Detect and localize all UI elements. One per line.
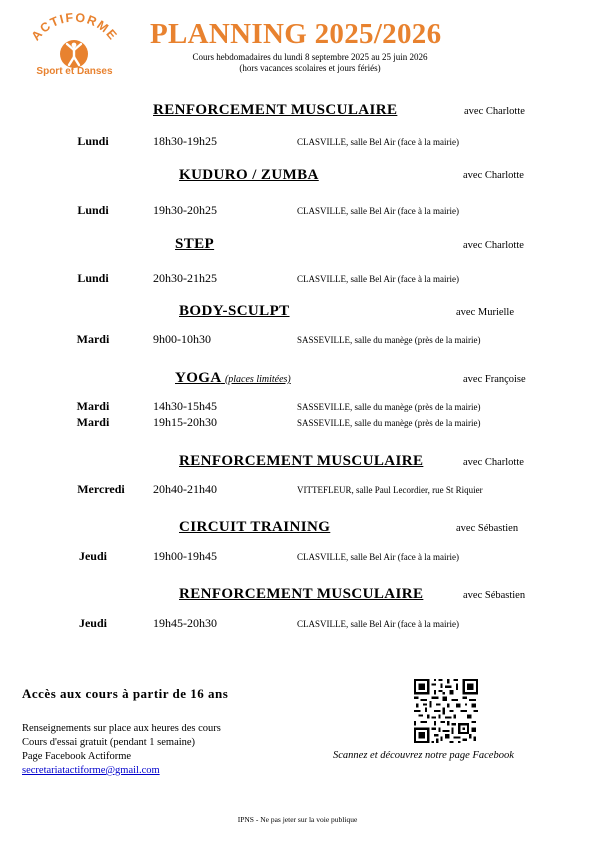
page-title: PLANNING 2025/2026: [150, 18, 442, 50]
course-instructor: avec Charlotte: [463, 240, 524, 251]
course-instructor: avec Françoise: [463, 374, 526, 385]
course-instructor: avec Charlotte: [464, 106, 525, 117]
session-place: CLASVILLE, salle Bel Air (face à la mairie): [297, 274, 459, 284]
info-line: Page Facebook Actiforme: [22, 751, 132, 762]
session-day: Lundi: [77, 271, 109, 285]
course-title: RENFORCEMENT MUSCULAIRE: [179, 453, 424, 469]
course-note: (places limitées): [224, 374, 291, 385]
scan-caption: Scannez et découvrez notre page Facebook: [333, 750, 514, 761]
footer-note: IPNS - Ne pas jeter sur la voie publique: [237, 815, 358, 824]
access-notice: Accès aux cours à partir de 16 ans: [22, 686, 229, 701]
session-place: SASSEVILLE, salle du manège (près de la mairie): [297, 402, 481, 412]
info-line: Cours d'essai gratuit (pendant 1 semaine): [22, 737, 196, 748]
session-place: CLASVILLE, salle Bel Air (face à la mairie): [297, 206, 459, 216]
session-time: 20h30-21h25: [153, 271, 217, 285]
session-time: 20h40-21h40: [153, 482, 217, 496]
course-title-text: YOGA: [175, 370, 221, 386]
session-time: 19h00-19h45: [153, 549, 217, 563]
svg-text:ACTIFORME: ACTIFORME: [28, 10, 121, 44]
session-time: 9h00-10h30: [153, 332, 211, 346]
session-day: Mardi: [76, 399, 110, 413]
session-time: 19h15-20h30: [153, 415, 217, 429]
course-title: RENFORCEMENT MUSCULAIRE: [179, 586, 424, 602]
page-subtitle-note: (hors vacances scolaires et jours fériés): [239, 63, 381, 73]
session-place: CLASVILLE, salle Bel Air (face à la mairie): [297, 619, 459, 629]
session-day: Lundi: [77, 203, 109, 217]
page-subtitle: Cours hebdomadaires du lundi 8 septembre 2025 au 25 juin 2026: [192, 52, 428, 62]
course-instructor: avec Sébastien: [456, 523, 519, 534]
course-title: BODY-SCULPT: [179, 303, 290, 319]
session-day: Jeudi: [78, 616, 107, 630]
session-day: Jeudi: [78, 549, 107, 563]
session-time: 14h30-15h45: [153, 399, 217, 413]
course-title: KUDURO / ZUMBA: [179, 167, 319, 183]
session-day: Lundi: [77, 134, 109, 148]
session-place: VITTEFLEUR, salle Paul Lecordier, rue St Riquier: [297, 485, 483, 495]
course-title: CIRCUIT TRAINING: [179, 519, 331, 535]
course-instructor: avec Charlotte: [463, 170, 524, 181]
email-link[interactable]: secretariatactiforme@gmail.com: [22, 765, 160, 776]
logo-tagline: Sport et Danses: [36, 66, 113, 77]
session-place: CLASVILLE, salle Bel Air (face à la mairie): [297, 552, 459, 562]
course-instructor: avec Charlotte: [463, 457, 524, 468]
session-place: CLASVILLE, salle Bel Air (face à la mairie): [297, 137, 459, 147]
session-day: Mercredi: [77, 482, 125, 496]
qr-code-icon[interactable]: [414, 679, 478, 743]
info-line: Renseignements sur place aux heures des cours: [22, 723, 221, 734]
course-title: RENFORCEMENT MUSCULAIRE: [153, 102, 398, 118]
course-title: STEP: [175, 236, 215, 252]
session-day: Mardi: [76, 415, 110, 429]
session-time: 19h30-20h25: [153, 203, 217, 217]
course-instructor: avec Murielle: [456, 307, 515, 318]
course-instructor: avec Sébastien: [463, 590, 526, 601]
session-place: SASSEVILLE, salle du manège (près de la mairie): [297, 418, 481, 428]
session-place: SASSEVILLE, salle du manège (près de la mairie): [297, 335, 481, 345]
session-time: 19h45-20h30: [153, 616, 217, 630]
session-time: 18h30-19h25: [153, 134, 217, 148]
course-title: [175, 370, 291, 387]
session-day: Mardi: [76, 332, 110, 346]
